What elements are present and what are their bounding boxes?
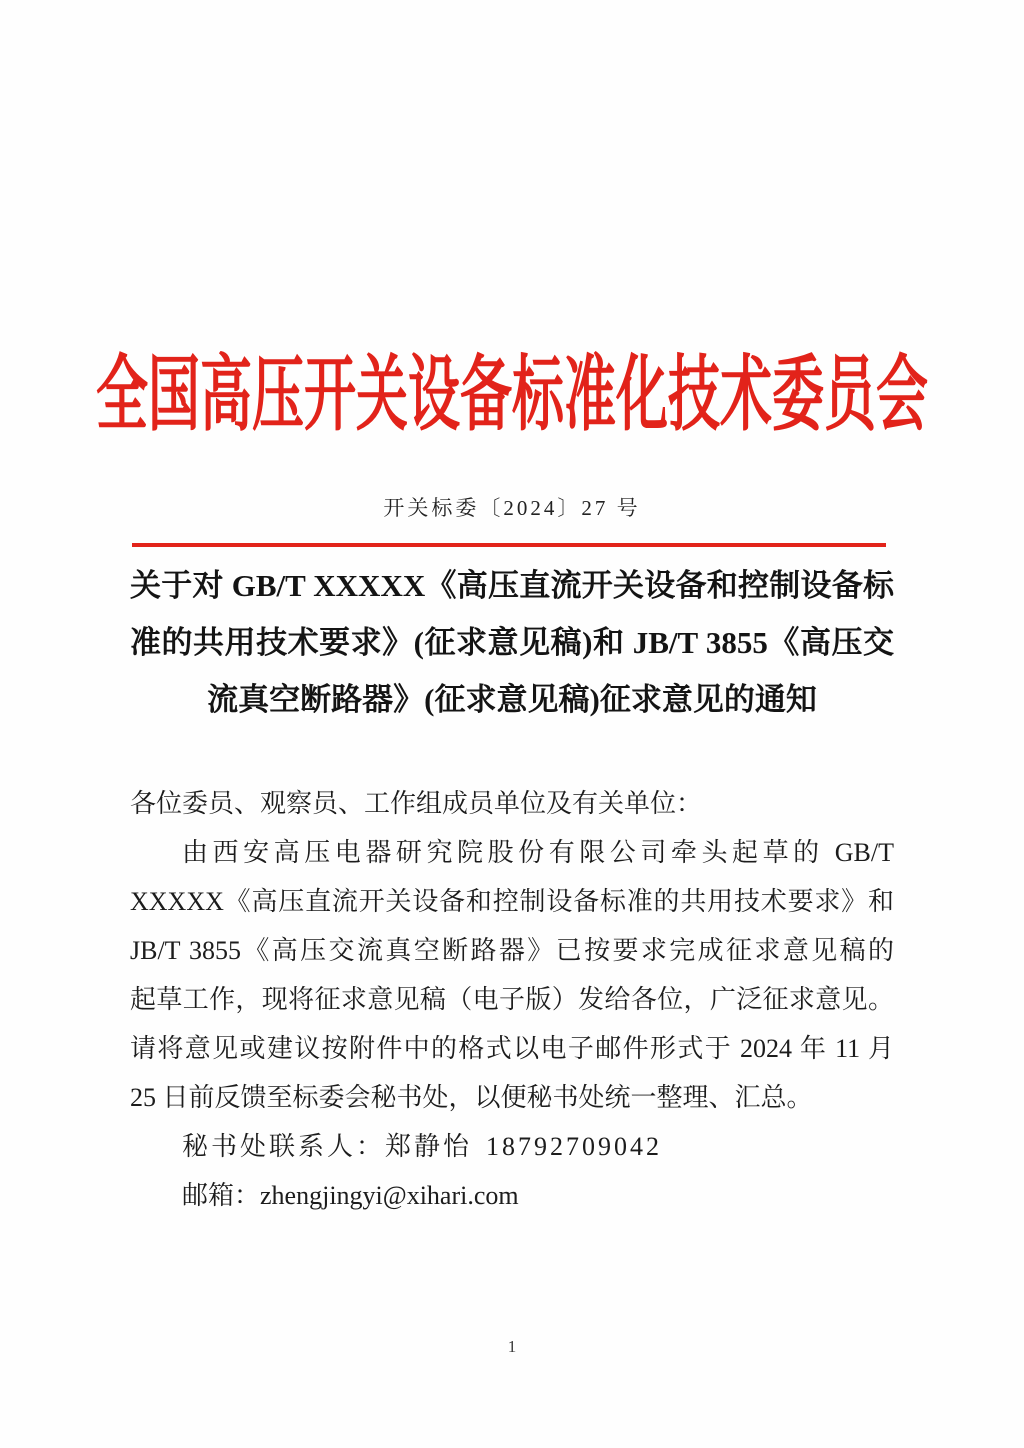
contact-line: [130, 1122, 894, 1171]
notice-title: [130, 557, 894, 728]
paragraph-line: 25 日前反馈至标委会秘书处，以便秘书处统一整理、汇总。: [130, 1083, 813, 1112]
paragraph-line: 起草工作，现将征求意见稿（电子版）发给各位，广泛征求意见。: [130, 985, 894, 1014]
notice-title-line: 准的共用技术要求》(征求意见稿)和 JB/T 3855《高压交: [130, 625, 894, 660]
contact-label: 秘书处联系人：: [182, 1132, 386, 1161]
contact-name: 郑静怡: [385, 1132, 473, 1161]
paragraph-line: JB/T 3855《高压交流真空断路器》已按要求完成征求意见稿的: [130, 936, 894, 965]
document-number: 开关标委〔2024〕27 号: [383, 496, 641, 520]
paragraph-line: 请将意见或建议按附件中的格式以电子邮件形式于 2024 年 11 月: [130, 1034, 894, 1063]
notice-title-line: 流真空断路器》(征求意见稿)征求意见的通知: [207, 682, 817, 717]
organization-title: 全国高压开关设备标准化技术委员会: [95, 351, 928, 442]
email-label: 邮箱：: [182, 1181, 261, 1210]
page-number: 1: [507, 1337, 517, 1356]
notice-body: [130, 779, 894, 1220]
email-line: [130, 1171, 894, 1220]
email-address: zhengjingyi@xihari.com: [260, 1181, 519, 1210]
notice-title-line: 关于对 GB/T XXXXX《高压直流开关设备和控制设备标: [130, 568, 894, 603]
paragraph-line: XXXXX《高压直流开关设备和控制设备标准的共用技术要求》和: [130, 887, 894, 916]
salutation-line: 各位委员、观察员、工作组成员单位及有关单位：: [130, 789, 703, 818]
paragraph-line: 由西安高压电器研究院股份有限公司牵头起草的 GB/T: [182, 838, 894, 867]
contact-phone: 18792709042: [486, 1132, 663, 1161]
red-header-divider: [132, 543, 886, 547]
